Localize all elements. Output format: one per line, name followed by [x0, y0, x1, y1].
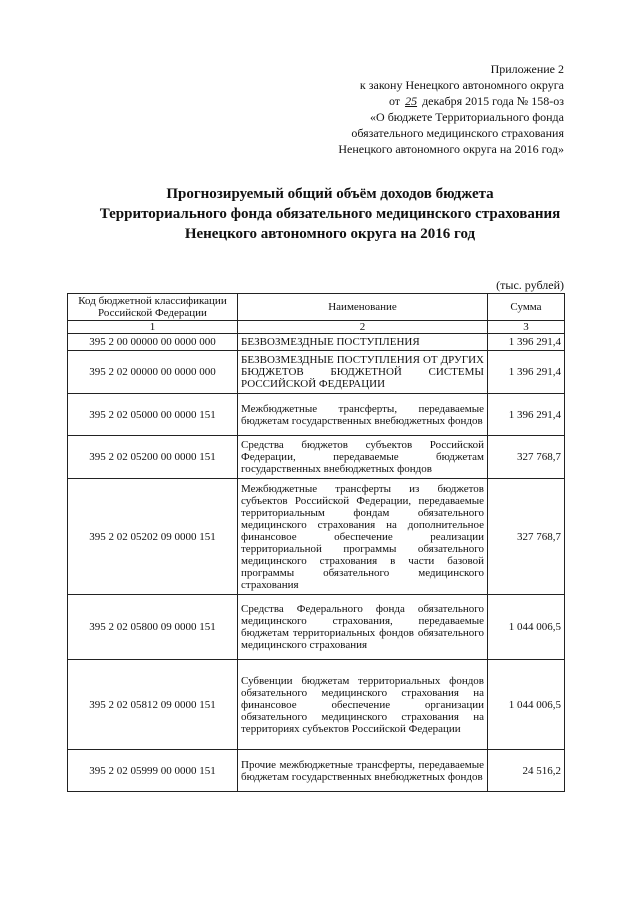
- row-code: 395 2 02 05812 09 0000 151: [68, 660, 238, 750]
- title-line-3: Ненецкого автономного округа на 2016 год: [184, 226, 476, 242]
- column-number: 3: [488, 321, 565, 334]
- table-row: [68, 479, 565, 595]
- appendix-law: к закону Ненецкого автономного округа: [359, 78, 564, 92]
- row-name: Прочие межбюджетные трансферты, передаваемые бюджетам государственных внебюджетных фондов: [238, 750, 488, 792]
- title-line-1: Прогнозируемый общий объём доходов бюджета: [166, 186, 494, 202]
- row-code: 395 2 02 00000 00 0000 000: [68, 351, 238, 394]
- row-sum: 327 768,7: [488, 479, 565, 595]
- row-sum: 1 396 291,4: [488, 394, 565, 436]
- row-name: Средства Федерального фонда обязательного медицинского страхования, передаваемые бюджетам территориальных фондов обязательного медицинского страхования: [238, 595, 488, 660]
- row-code: 395 2 02 05202 09 0000 151: [68, 479, 238, 595]
- budget-table: [67, 293, 565, 792]
- appendix-date-line: [338, 93, 564, 109]
- row-sum: 1 044 006,5: [488, 595, 565, 660]
- row-name: БЕЗВОЗМЕЗДНЫЕ ПОСТУПЛЕНИЯ: [238, 334, 488, 351]
- title-line-2: Территориального фонда обязательного медицинского страхования: [99, 206, 561, 222]
- row-code: 395 2 02 05999 00 0000 151: [68, 750, 238, 792]
- appendix-date-prefix: от: [388, 94, 401, 108]
- row-name: Средства бюджетов субъектов Российской Федерации, передаваемые бюджетам государственных внебюджетных фондов: [238, 436, 488, 479]
- column-numbers-row: [68, 321, 565, 334]
- appendix-header: [338, 61, 564, 157]
- row-code: 395 2 00 00000 00 0000 000: [68, 334, 238, 351]
- column-number: 2: [238, 321, 488, 334]
- table-row: [68, 660, 565, 750]
- row-code: 395 2 02 05000 00 0000 151: [68, 394, 238, 436]
- row-sum: 1 396 291,4: [488, 351, 565, 394]
- row-code: 395 2 02 05200 00 0000 151: [68, 436, 238, 479]
- appendix-number: Приложение 2: [490, 62, 564, 76]
- table-row: [68, 334, 565, 351]
- appendix-law-title-2: обязательного медицинского страхования: [351, 126, 564, 140]
- table-row: [68, 351, 565, 394]
- appendix-law-title-1: «О бюджете Территориального фонда: [370, 110, 564, 124]
- appendix-law-title-3: Ненецкого автономного округа на 2016 год»: [338, 142, 564, 156]
- row-name: Субвенции бюджетам территориальных фондов обязательного медицинского страхования на финансовое обеспечение организации обязательного медицинского страхования на территориях субъектов Российской Федерации: [238, 660, 488, 750]
- row-code: 395 2 02 05800 09 0000 151: [68, 595, 238, 660]
- table-row: [68, 750, 565, 792]
- document-title: [40, 184, 620, 244]
- row-sum: 327 768,7: [488, 436, 565, 479]
- table-header-row: [68, 294, 565, 321]
- header-code: Код бюджетной классификации Российской Федерации: [68, 294, 238, 321]
- units-label: (тыс. рублей): [496, 278, 564, 292]
- row-sum: 1 044 006,5: [488, 660, 565, 750]
- table-row: [68, 595, 565, 660]
- row-name: Межбюджетные трансферты, передаваемые бюджетам государственных внебюджетных фондов: [238, 394, 488, 436]
- table-row: [68, 436, 565, 479]
- appendix-date-day: 25: [405, 94, 418, 108]
- row-name: БЕЗВОЗМЕЗДНЫЕ ПОСТУПЛЕНИЯ ОТ ДРУГИХ БЮДЖЕТОВ БЮДЖЕТНОЙ СИСТЕМЫ РОССИЙСКОЙ ФЕДЕРАЦИИ: [238, 351, 488, 394]
- column-number: 1: [68, 321, 238, 334]
- header-name: Наименование: [238, 294, 488, 321]
- header-sum: Сумма: [488, 294, 565, 321]
- row-sum: 1 396 291,4: [488, 334, 565, 351]
- table-row: [68, 394, 565, 436]
- appendix-date-rest: декабря 2015 года № 158-оз: [422, 94, 564, 108]
- row-sum: 24 516,2: [488, 750, 565, 792]
- row-name: Межбюджетные трансферты из бюджетов субъектов Российской Федерации, передаваемые территориальным фондам обязательного медицинского страхования на дополнительное финансовое обеспечение реализации территориальной программы обязательного медицинского страхования в части базовой программы обязательного медицинского страхования: [238, 479, 488, 595]
